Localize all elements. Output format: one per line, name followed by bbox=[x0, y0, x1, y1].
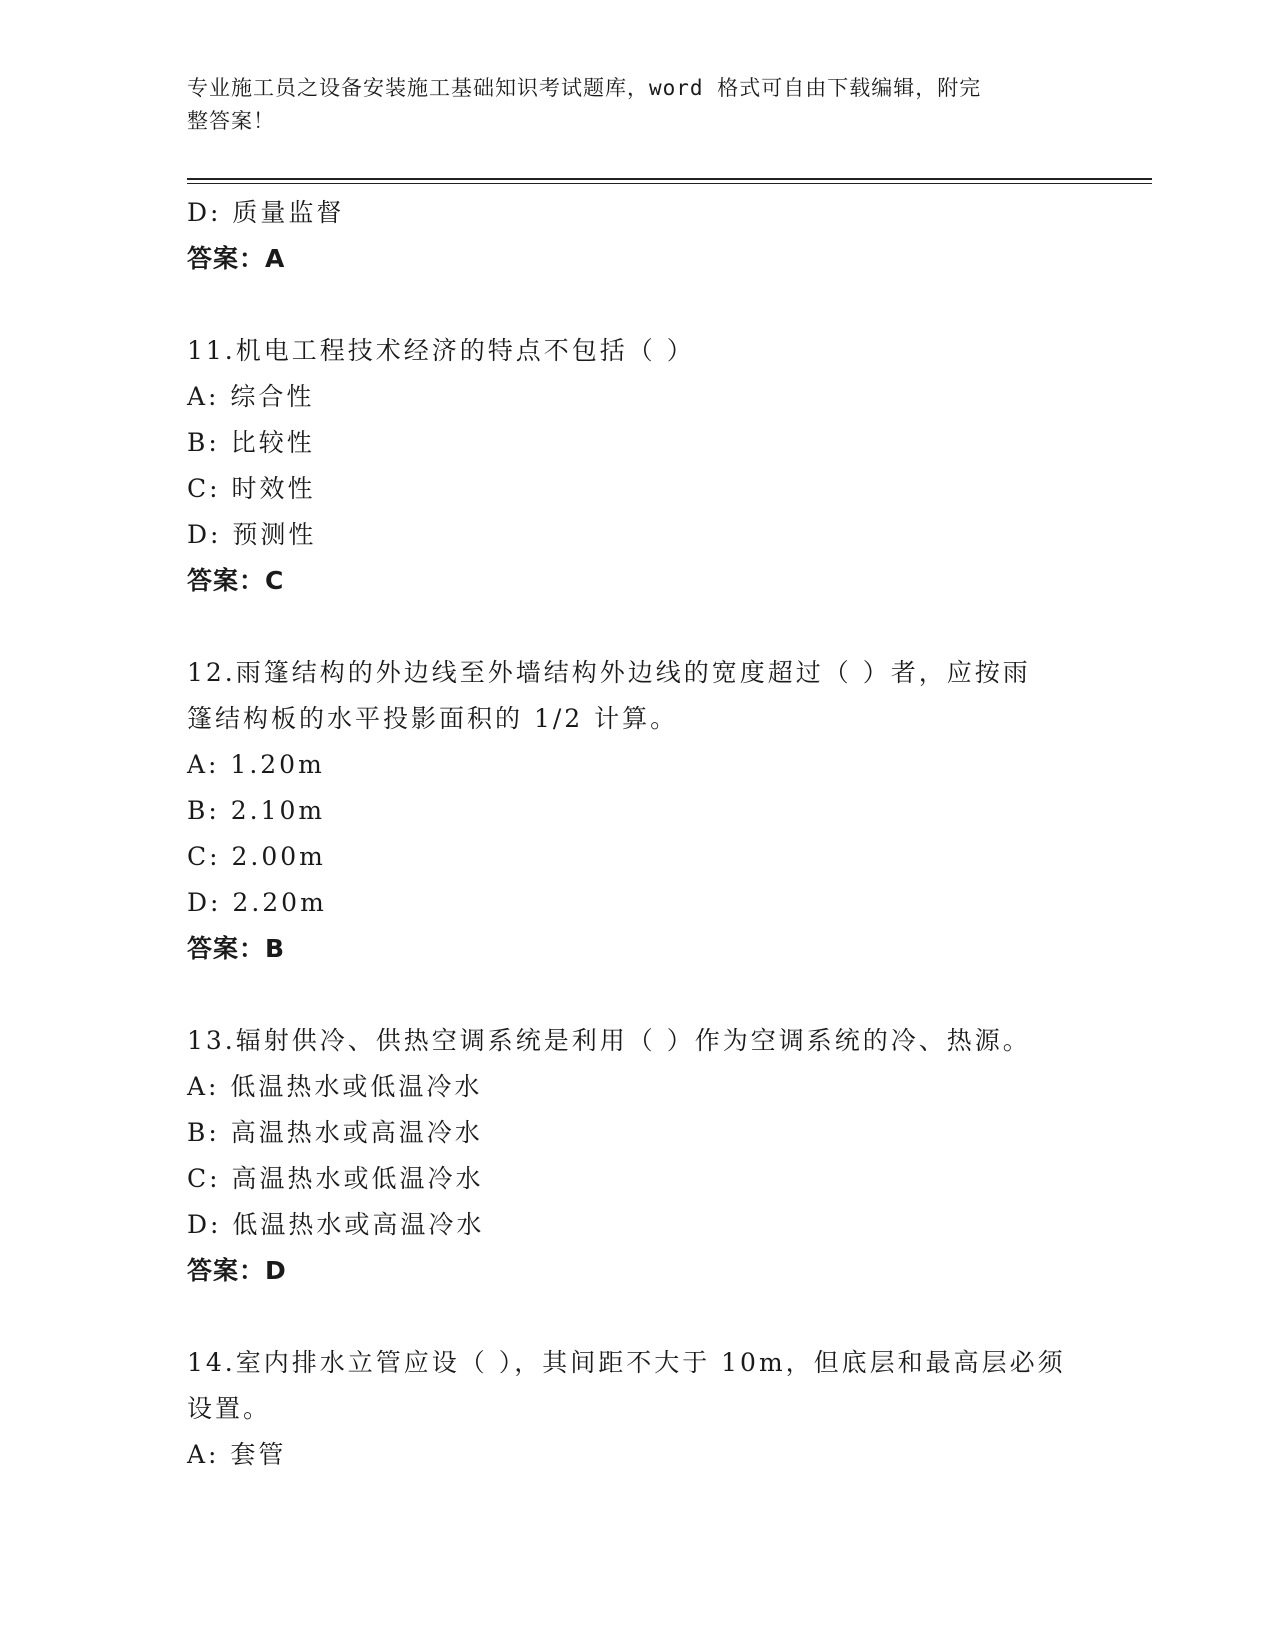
spacer bbox=[187, 282, 1087, 328]
answer-line: 答案：D bbox=[187, 1256, 287, 1285]
answer-line: 答案：A bbox=[187, 244, 286, 273]
option-c: C: 高温热水或低温冷水 bbox=[187, 1164, 484, 1193]
question-14 bbox=[187, 1340, 1087, 1478]
answer-line: 答案：C bbox=[187, 566, 285, 595]
spacer bbox=[187, 604, 1087, 650]
option-d: D: 低温热水或高温冷水 bbox=[187, 1210, 485, 1239]
spacer bbox=[187, 1294, 1087, 1340]
header-line: 专业施工员之设备安装施工基础知识考试题库，word 格式可自由下载编辑，附完 bbox=[187, 76, 982, 100]
option-d: D: 2.20m bbox=[187, 888, 327, 917]
option-d: D: 质量监督 bbox=[187, 198, 345, 227]
option-a: A: 1.20m bbox=[187, 750, 325, 779]
question-12 bbox=[187, 650, 1087, 972]
header-line: 整答案！ bbox=[187, 109, 275, 133]
option-c: C: 时效性 bbox=[187, 474, 316, 503]
option-b: B: 高温热水或高温冷水 bbox=[187, 1118, 483, 1147]
question-stem: 13.辐射供冷、供热空调系统是利用（ ）作为空调系统的冷、热源。 bbox=[187, 1026, 1031, 1055]
document-header bbox=[187, 72, 1067, 138]
question-stem-continued: 篷结构板的水平投影面积的 1/2 计算。 bbox=[187, 704, 679, 733]
question-list bbox=[187, 190, 1087, 1478]
header-divider-thin bbox=[187, 183, 1152, 184]
question-stem: 11.机电工程技术经济的特点不包括（ ） bbox=[187, 336, 695, 365]
option-a: A: 综合性 bbox=[187, 382, 315, 411]
header-divider bbox=[187, 178, 1152, 180]
option-c: C: 2.00m bbox=[187, 842, 326, 871]
answer-line: 答案：B bbox=[187, 934, 286, 963]
option-a: A: 套管 bbox=[187, 1440, 287, 1469]
question-stem-continued: 设置。 bbox=[187, 1394, 272, 1423]
option-d: D: 预测性 bbox=[187, 520, 317, 549]
option-b: B: 2.10m bbox=[187, 796, 326, 825]
spacer bbox=[187, 972, 1087, 1018]
question-stem: 12.雨篷结构的外边线至外墙结构外边线的宽度超过（ ）者，应按雨 bbox=[187, 658, 1031, 687]
question-stem: 14.室内排水立管应设（ ），其间距不大于 10m，但底层和最高层必须 bbox=[187, 1348, 1066, 1377]
question-13 bbox=[187, 1018, 1087, 1294]
option-b: B: 比较性 bbox=[187, 428, 315, 457]
question-11 bbox=[187, 328, 1087, 604]
option-a: A: 低温热水或低温冷水 bbox=[187, 1072, 483, 1101]
